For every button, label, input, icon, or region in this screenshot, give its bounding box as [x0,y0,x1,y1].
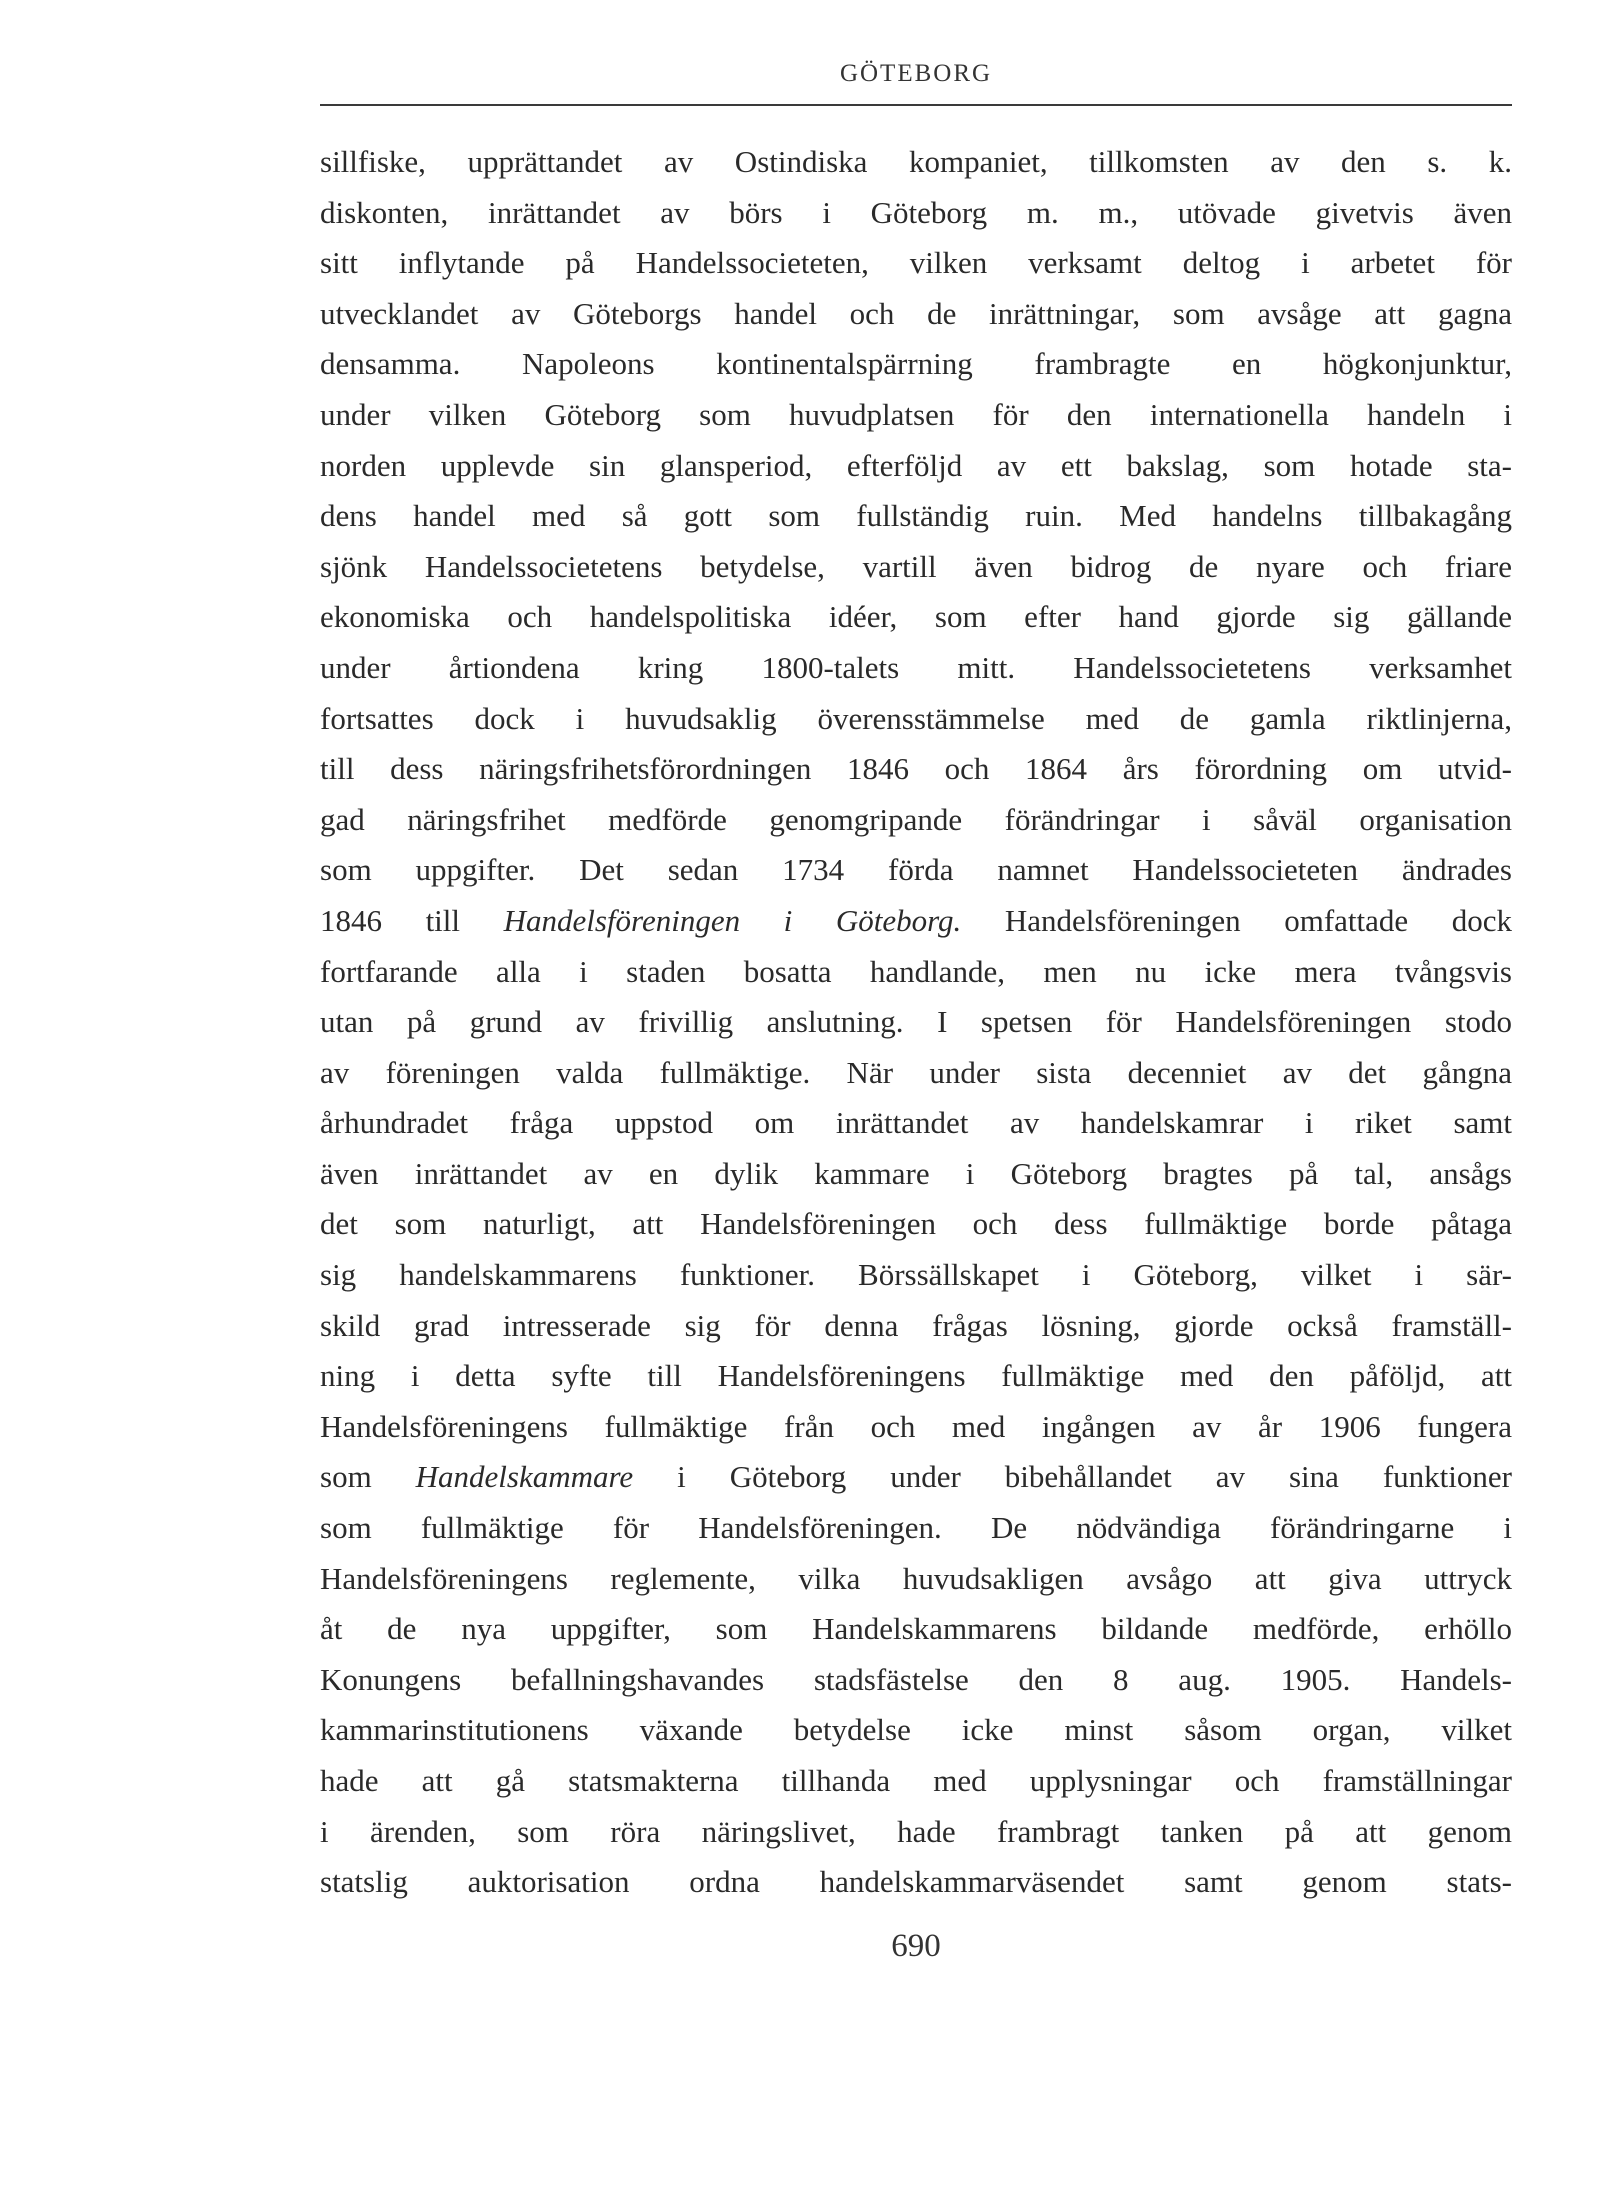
text-line: av föreningen valda fullmäktige. När under sista decenniet av det gångna [320,1054,1512,1090]
text-line: Handelsföreningens fullmäktige från och med ingången av år 1906 fungera [320,1408,1512,1444]
text-line: åt de nya uppgifter, som Handelskammarens bildande medförde, erhöllo [320,1611,1512,1647]
text-run: 1846 till [320,902,504,938]
text-line: densamma. Napoleons kontinentalspärrning frambragte en högkonjunktur, [320,346,1512,382]
text-run: som [320,1459,416,1495]
text-line: ekonomiska och handelspolitiska idéer, som efter hand gjorde sig gällande [320,599,1512,635]
text-line: i ärenden, som röra näringslivet, hade frambragt tanken på att genom [320,1813,1512,1849]
text-line-with-italic [320,1452,1512,1503]
text-line-with-italic [320,896,1512,947]
text-line: statslig auktorisation ordna handelskammarväsendet samt genom stats- [320,1864,1512,1900]
page-number: 690 [891,1928,941,1964]
text-line: skild grad intresserade sig för denna frågas lösning, gjorde också framställ- [320,1307,1512,1343]
text-line: det som naturligt, att Handelsföreningen och dess fullmäktige borde påtaga [320,1206,1512,1242]
italic-name: Handelskammare [415,1459,634,1495]
text-line: till dess näringsfrihetsförordningen 1846 och 1864 års förordning om utvid- [320,751,1512,787]
header-rule [320,104,1512,106]
text-line: fortfarande alla i staden bosatta handlande, men nu icke mera tvångsvis [320,953,1512,989]
italic-name: Handelsföreningen i Göteborg. [503,902,962,938]
text-line: under årtiondena kring 1800-talets mitt. Handelssocietetens verksamhet [320,649,1512,685]
text-line: norden upplevde sin glansperiod, efterföljd av ett bakslag, som hotade sta- [320,447,1512,483]
text-line: ning i detta syfte till Handelsföreningens fullmäktige med den påföljd, att [320,1358,1512,1394]
text-line: Konungens befallningshavandes stadsfästelse den 8 aug. 1905. Handels- [320,1661,1512,1697]
text-line: utan på grund av frivillig anslutning. I spetsen för Handelsföreningen stodo [320,1004,1512,1040]
text-line: sig handelskammarens funktioner. Börssällskapet i Göteborg, vilket i sär- [320,1257,1512,1293]
text-line: kammarinstitutionens växande betydelse icke minst såsom organ, vilket [320,1712,1512,1748]
text-line: utvecklandet av Göteborgs handel och de inrättningar, som avsåge att gagna [320,295,1512,331]
text-line: Handelsföreningens reglemente, vilka huvudsakligen avsågo att giva uttryck [320,1560,1512,1596]
text-line: som fullmäktige för Handelsföreningen. De nödvändiga förändringarne i [320,1510,1512,1546]
text-line: sitt inflytande på Handelssocieteten, vilken verksamt deltog i arbetet för [320,245,1512,281]
text-line: hade att gå statsmakterna tillhanda med upplysningar och framställningar [320,1763,1512,1798]
text-line: århundradet fråga uppstod om inrättandet av handelskamrar i riket samt [320,1105,1512,1141]
text-line: diskonten, inrättandet av börs i Göteborg m. m., utövade givetvis även [320,194,1512,230]
text-run: Handelsföreningen omfattade dock [961,902,1512,938]
text-line: sjönk Handelssocietetens betydelse, vartill även bidrog de nyare och friare [320,548,1512,584]
text-run: i Göteborg under bibehållandet av sina funktioner [633,1459,1512,1495]
running-head: GÖTEBORG [839,60,993,87]
text-line: fortsattes dock i huvudsaklig överensstämmelse med de gamla riktlinjerna, [320,700,1512,736]
text-line: även inrättandet av en dylik kammare i Göteborg bragtes på tal, ansågs [320,1155,1512,1191]
text-line: gad näringsfrihet medförde genomgripande förändringar i såväl organisation [320,801,1512,837]
text-line: som uppgifter. Det sedan 1734 förda namnet Handelssocieteten ändrades [320,852,1512,888]
text-line: sillfiske, upprättandet av Ostindiska kompaniet, tillkomsten av den s. k. [320,144,1512,179]
text-line: dens handel med så gott som fullständig ruin. Med handelns tillbakagång [320,498,1512,534]
text-line: under vilken Göteborg som huvudplatsen för den internationella handeln i [320,396,1512,432]
body-text [320,137,1512,1908]
